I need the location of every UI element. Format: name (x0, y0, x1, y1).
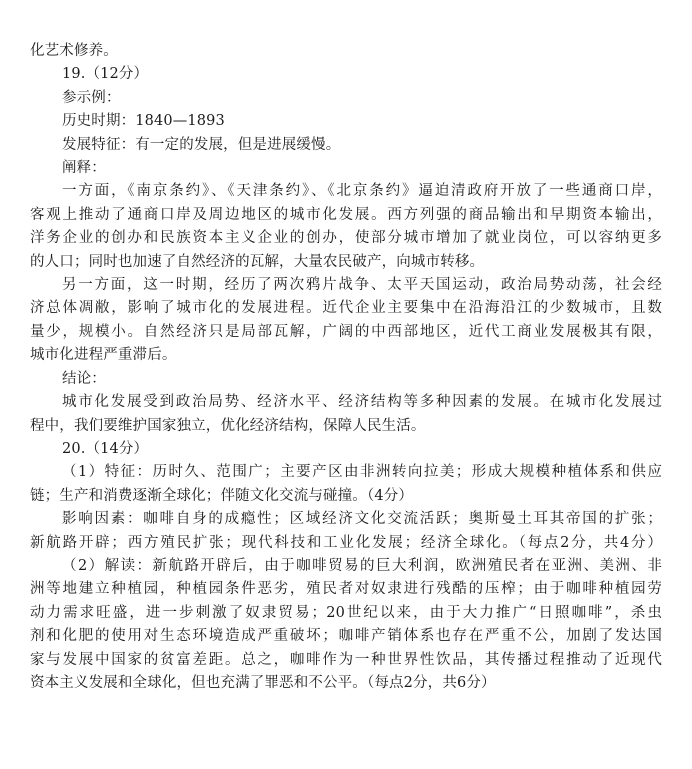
text-line: 的人口；同时也加速了自然经济的瓦解，大量农民破产，向城市转移。 (30, 253, 485, 270)
text-line: 洋务企业的创办和民族资本主义企业的创办，使部分城市增加了就业岗位，可以容纳更多 (30, 230, 662, 247)
text-line: 城市化进程严重滞后。 (30, 347, 177, 364)
text-line: 资本主义发展和全球化，但也充满了罪恶和不公平。（每点2分，共6分） (30, 674, 496, 691)
text-line: 城市化发展受到政治局势、经济水平、经济结构等多种因素的发展。在城市化发展过 (62, 394, 662, 411)
text-line: 另一方面，这一时期，经历了两次鸦片战争、太平天国运动，政治局势动荡，社会经 (62, 277, 662, 294)
text-line: （2）解读：新航路开辟后，由于咖啡贸易的巨大利润，欧洲殖民者在亚洲、美洲、非 (62, 557, 662, 574)
text-line: 化艺术修养。 (30, 43, 118, 59)
text-line: 影响因素：咖啡自身的成瘾性；区域经济文化交流活跃；奥斯曼土耳其帝国的扩张； (62, 511, 662, 528)
text-line: （1）特征：历时久、范围广；主要产区由非洲转向拉美；形成大规模种植体系和供应 (62, 464, 662, 481)
text-line: 洲等地建立种植园，种植园条件恶劣，殖民者对奴隶进行残酷的压榨；由于咖啡种植园劳 (30, 581, 662, 598)
text-line: 动力需求旺盛，进一步刺激了奴隶贸易；20世纪以来，由于大力推广“日照咖啡”，杀虫 (30, 604, 662, 621)
text-line: 家与发展中国家的贫富差距。总之，咖啡作为一种世界性饮品，其传播过程推动了近现代 (30, 651, 662, 668)
text-line: 参示例： (62, 89, 121, 106)
text-line: 一方面，《南京条约》、《天津条约》、《北京条约》逼迫清政府开放了一些通商口岸， (62, 183, 662, 200)
text-line: 发展特征：有一定的发展，但是进展缓慢。 (62, 136, 341, 153)
text-line: 20.（14分） (62, 440, 149, 457)
text-line: 阐释： (62, 160, 106, 177)
text-line: 19.（12分） (62, 66, 149, 83)
text-line: 链；生产和消费逐渐全球化；伴随文化交流与碰撞。（4分） (30, 487, 414, 504)
text-line: 结论： (62, 370, 106, 387)
text-line: 历史时期：1840—1893 (62, 113, 225, 130)
text-line: 新航路开辟；西方殖民扩张；现代科技和工业化发展；经济全球化。（每点2分，共4分） (30, 534, 662, 551)
text-line: 量少，规模小。自然经济只是局部瓦解，广阔的中西部地区，近代工商业发展极其有限， (30, 323, 662, 340)
text-line: 程中，我们要维护国家独立，优化经济结构，保障人民生活。 (30, 417, 426, 434)
text-line: 客观上推动了通商口岸及周边地区的城市化发展。西方列强的商品输出和早期资本输出， (30, 206, 662, 223)
document-body (30, 40, 662, 695)
text-line: 剂和化肥的使用对生态环境造成严重破坏；咖啡产销体系也存在严重不公，加剧了发达国 (30, 628, 662, 645)
text-line: 济总体凋敝，影响了城市化的发展进程。近代企业主要集中在沿海沿江的少数城市，且数 (30, 300, 662, 317)
